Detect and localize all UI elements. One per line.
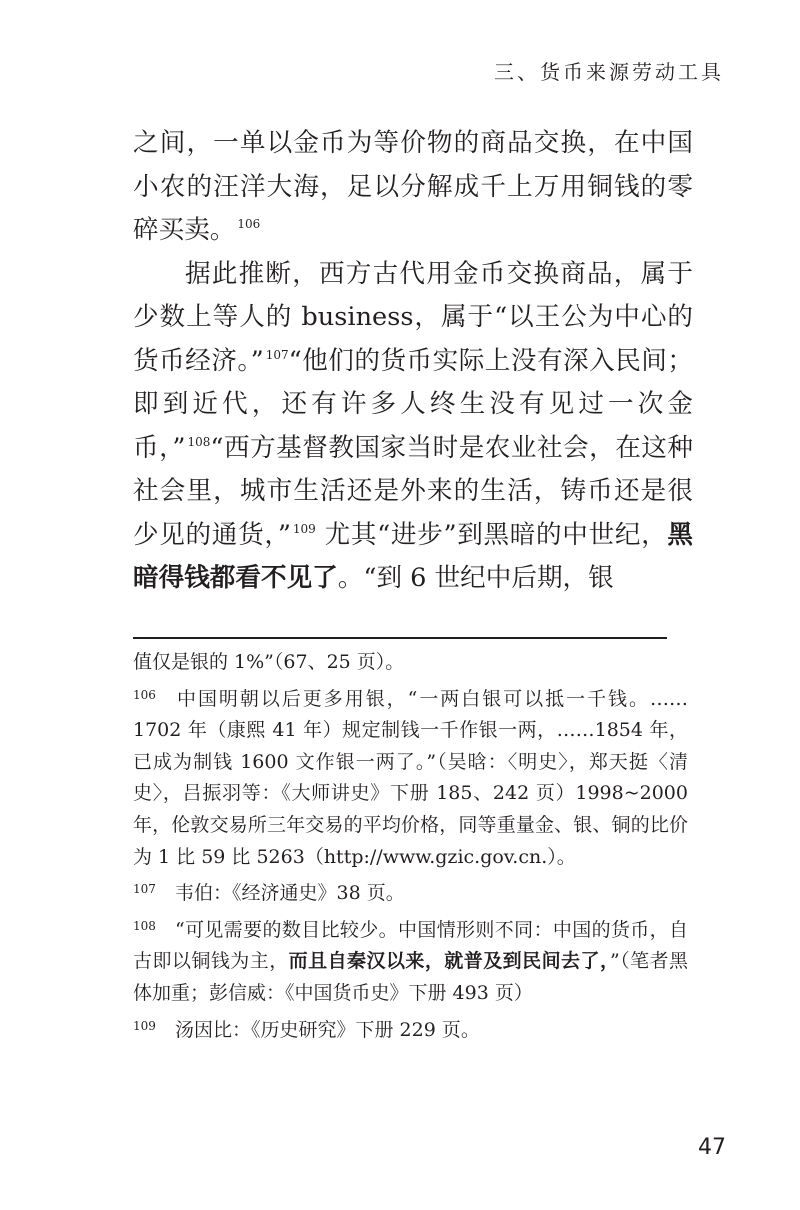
footnote-109: 109 汤因比：《历史研究》下册 229 页。: [133, 1018, 480, 1041]
main-text: [133, 122, 693, 601]
footnote-106: 106 中国明朝以后更多用银，“一两白银可以抵一千钱。……1702 年（康熙 41 年）规定制钱一千作银一两，……1854 年，已成为制钱 1600 文作银一两了。”（吴晗：〈明史〉，郑天挺〈清史〉，吕振羽等：《大师讲史》下册 185、242 页）1998~2000 年，伦敦交易所三年交易的平均价格，同等重量金、银、铜的比价为 1 比 59 比 5263（http://www.gzic.gov.cn.）。: [133, 687, 688, 868]
footnote-continuation: 值仅是银的 1%”（67、25 页）。: [133, 651, 405, 673]
footnote-emphasis: 而且自秦汉以来，就普及到民间去了，: [288, 950, 610, 973]
paragraph-2: [133, 253, 693, 601]
footnote-divider: [133, 637, 667, 639]
footnotes: [133, 647, 688, 1051]
paragraph-2-text-d: 尤其“进步”到黑暗的中世纪，: [315, 519, 668, 550]
emphasis-text: 黑暗得钱都看不见了: [133, 519, 693, 593]
footnote-text: 中国明朝以后更多用银，“一两白银可以抵一千钱。……1702 年（康熙 41 年）规定制钱一千作银一两，……1854 年，已成为制钱 1600 文作银一两了。”（吴晗：〈明史〉，郑天挺〈清史〉，吕振羽等：《大师讲史》下册 185、242 页）1998~2000 年，伦敦交易所三年交易的平均价格，同等重量金、银、铜的比价为 1 比 59 比 5263（http://www.gzic.gov.cn.）。: [133, 687, 688, 868]
paragraph-2-text-a: 据此推断，西方古代用金币交换商品，属于少数上等人的 business，属于“以王公为中心的货币经济。”: [133, 258, 693, 376]
footnote-text-a: “可见需要的数目比较少。中国情形则不同：中国的货币，自古即以铜钱为主，: [133, 918, 688, 973]
page-number: 47: [698, 1135, 726, 1160]
footnote-ref-109[interactable]: 109: [292, 521, 316, 536]
footnote-107: 107 韦伯：《经济通史》38 页。: [133, 882, 405, 905]
paragraph-2-text-b: “他们的货币实际上没有深入民间；即到近代，还有许多人终生没有见过一次金币，”: [133, 345, 693, 463]
paragraph-1: [133, 122, 693, 253]
footnote-ref-106[interactable]: 106: [237, 217, 261, 231]
running-head: 三、货币来源劳动工具: [494, 60, 724, 84]
paragraph-2-text-e: 。“到 6 世纪中后期，银: [337, 563, 614, 593]
footnote-108: 108 “可见需要的数目比较少。中国情形则不同：中国的货币，自古即以铜钱为主，而且自秦汉以来，就普及到民间去了，”（笔者黑体加重；彭信威：《中国货币史》下册 493 页）: [133, 918, 688, 1004]
footnote-ref-108[interactable]: 108: [187, 434, 211, 449]
paragraph-1-text: 之间，一单以金币为等价物的商品交换，在中国小农的汪洋大海，足以分解成千上万用铜钱的零碎买卖。: [133, 128, 693, 245]
footnote-ref-107[interactable]: 107: [265, 347, 289, 362]
paragraph-2-text-c: “西方基督教国家当时是农业社会，在这种社会里，城市生活还是外来的生活，铸币还是很少见的通货，”: [133, 432, 693, 550]
footnote-text: 韦伯：《经济通史》38 页。: [175, 882, 405, 905]
footnote-text-b: ”（笔者黑体加重；彭信威：《中国货币史》下册 493 页）: [133, 950, 688, 1004]
footnote-text: 汤因比：《历史研究》下册 229 页。: [175, 1018, 480, 1041]
